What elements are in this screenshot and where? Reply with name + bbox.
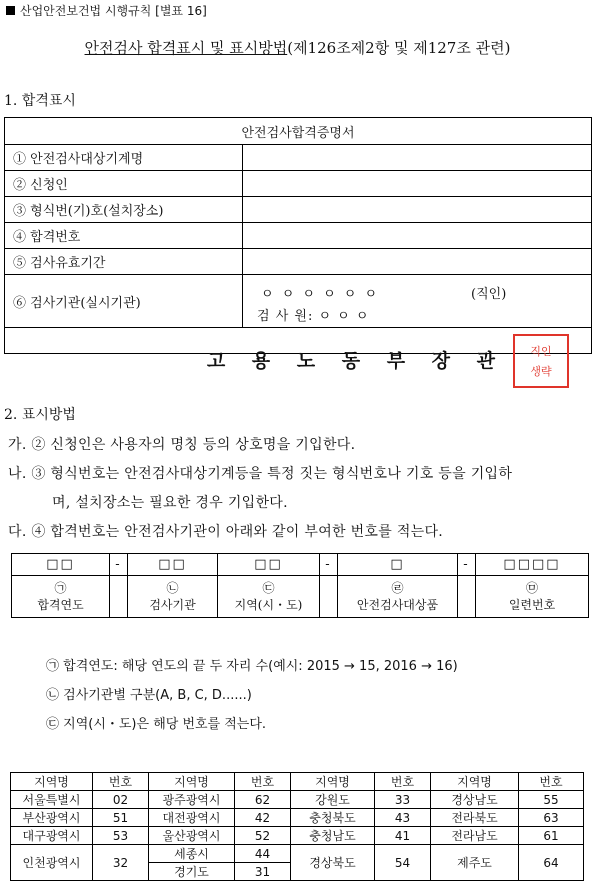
region-name: 대전광역시 [149, 809, 235, 827]
region-header: 번호 [235, 773, 291, 791]
format-box: □□□□ [476, 554, 589, 576]
format-part [338, 576, 458, 618]
note-region: ㉢ 지역(시・도)은 해당 번호를 적는다. [46, 717, 267, 732]
note-year: ㉠ 합격연도: 해당 연도의 끝 두 자리 수(예시: 2015 → 15, 2016 → 16) [46, 659, 458, 674]
format-dash: - [320, 554, 338, 576]
minister-cell [5, 328, 592, 378]
format-part [218, 576, 320, 618]
region-code: 63 [519, 809, 584, 827]
region-name: 경기도 [149, 863, 235, 881]
section2-heading: 2. 표시방법 [4, 407, 76, 423]
certificate-caption: 안전검사합격증명서 [5, 118, 592, 145]
pass-number-format [11, 553, 589, 618]
format-part [476, 576, 589, 618]
part-mark: ㉠ [54, 580, 67, 595]
part-mark: ㉤ [525, 580, 538, 595]
header-text: 산업안전보건법 시행규칙 [별표 16] [20, 4, 207, 18]
cert-row-label: ① 안전검사대상기계명 [5, 145, 243, 171]
minister-title: 고 용 노 동 부 장 관 [206, 350, 505, 372]
region-header: 지역명 [149, 773, 235, 791]
region-code: 61 [519, 827, 584, 845]
region-name: 전라남도 [431, 827, 519, 845]
title-main: 안전검사 합격표시 및 표시방법 [84, 39, 288, 57]
region-code: 55 [519, 791, 584, 809]
part-label: 검사기관 [149, 597, 196, 612]
region-code: 02 [93, 791, 149, 809]
format-box: □□ [12, 554, 110, 576]
cert-row-value [243, 145, 592, 171]
region-code: 52 [235, 827, 291, 845]
inspector-seal: (직인) [471, 287, 507, 302]
format-box: □ [338, 554, 458, 576]
region-name: 부산광역시 [11, 809, 93, 827]
region-code: 53 [93, 827, 149, 845]
cert-row-label: ④ 합격번호 [5, 223, 243, 249]
note-agency: ㉡ 검사기관별 구분(A, B, C, D......) [46, 688, 252, 703]
format-box: □□ [218, 554, 320, 576]
part-label: 안전검사대상품 [356, 597, 439, 612]
region-name: 광주광역시 [149, 791, 235, 809]
cert-row-label: ③ 형식번(기)호(설치장소) [5, 197, 243, 223]
inspector-person: 검 사 원: ㅇ ㅇ ㅇ [257, 309, 370, 324]
inspector-value [243, 275, 592, 328]
cert-row-value [243, 171, 592, 197]
region-header: 지역명 [291, 773, 375, 791]
page-title [0, 37, 595, 58]
format-box: □□ [128, 554, 218, 576]
header-line [6, 2, 207, 19]
region-header: 번호 [375, 773, 431, 791]
region-name: 울산광역시 [149, 827, 235, 845]
format-gap [320, 576, 338, 618]
region-code: 51 [93, 809, 149, 827]
cert-row-value [243, 223, 592, 249]
region-name: 충청북도 [291, 809, 375, 827]
region-code: 31 [235, 863, 291, 881]
cert-row-value [243, 197, 592, 223]
part-mark: ㉢ [262, 580, 275, 595]
region-code-table [10, 772, 584, 881]
region-name: 충청남도 [291, 827, 375, 845]
part-label: 일련번호 [508, 597, 556, 612]
official-stamp [513, 334, 569, 388]
part-label: 지역(시・도) [234, 597, 303, 612]
region-header: 번호 [93, 773, 149, 791]
format-part [128, 576, 218, 618]
region-code: 41 [375, 827, 431, 845]
region-code: 33 [375, 791, 431, 809]
region-name: 서울특별시 [11, 791, 93, 809]
section1-heading: 1. 합격표시 [4, 93, 76, 109]
region-code: 54 [375, 845, 431, 881]
region-code: 64 [519, 845, 584, 881]
format-gap [110, 576, 128, 618]
inspector-label: ⑥ 검사기관(실시기관) [5, 275, 243, 328]
method-item-cont: 며, 설치장소는 필요한 경우 기입한다. [52, 495, 288, 511]
region-header: 지역명 [431, 773, 519, 791]
region-name: 경상남도 [431, 791, 519, 809]
region-name: 대구광역시 [11, 827, 93, 845]
region-code: 62 [235, 791, 291, 809]
title-ref: (제126조제2항 및 제127조 관련) [287, 39, 511, 57]
region-name: 경상북도 [291, 845, 375, 881]
method-item: 나. ③ 형식번호는 안전검사대상기계등을 특정 짓는 형식번호나 기호 등을 기입하 [8, 466, 513, 482]
cert-row-label: ⑤ 검사유효기간 [5, 249, 243, 275]
region-header: 번호 [519, 773, 584, 791]
format-gap [458, 576, 476, 618]
stamp-line1: 직인 [530, 345, 552, 358]
region-code: 42 [235, 809, 291, 827]
format-dash: - [110, 554, 128, 576]
region-name: 강원도 [291, 791, 375, 809]
region-name: 전라북도 [431, 809, 519, 827]
format-dash: - [458, 554, 476, 576]
region-code: 44 [235, 845, 291, 863]
part-mark: ㉣ [391, 580, 404, 595]
region-code: 32 [93, 845, 149, 881]
cert-row-value [243, 249, 592, 275]
method-item: 다. ④ 합격번호는 안전검사기관이 아래와 같이 부여한 번호를 적는다. [8, 524, 444, 540]
inspector-org: ㅇ ㅇ ㅇ ㅇ ㅇ ㅇ [261, 287, 380, 302]
region-name: 세종시 [149, 845, 235, 863]
method-item: 가. ② 신청인은 사용자의 명칭 등의 상호명을 기입한다. [8, 437, 356, 453]
part-mark: ㉡ [166, 580, 179, 595]
square-bullet-icon [6, 6, 15, 15]
region-name: 제주도 [431, 845, 519, 881]
part-label: 합격연도 [37, 597, 84, 612]
region-code: 43 [375, 809, 431, 827]
region-header: 지역명 [11, 773, 93, 791]
cert-row-label: ② 신청인 [5, 171, 243, 197]
format-part [12, 576, 110, 618]
certificate-table [4, 117, 592, 378]
stamp-line2: 생략 [530, 365, 552, 378]
region-name: 인천광역시 [11, 845, 93, 881]
